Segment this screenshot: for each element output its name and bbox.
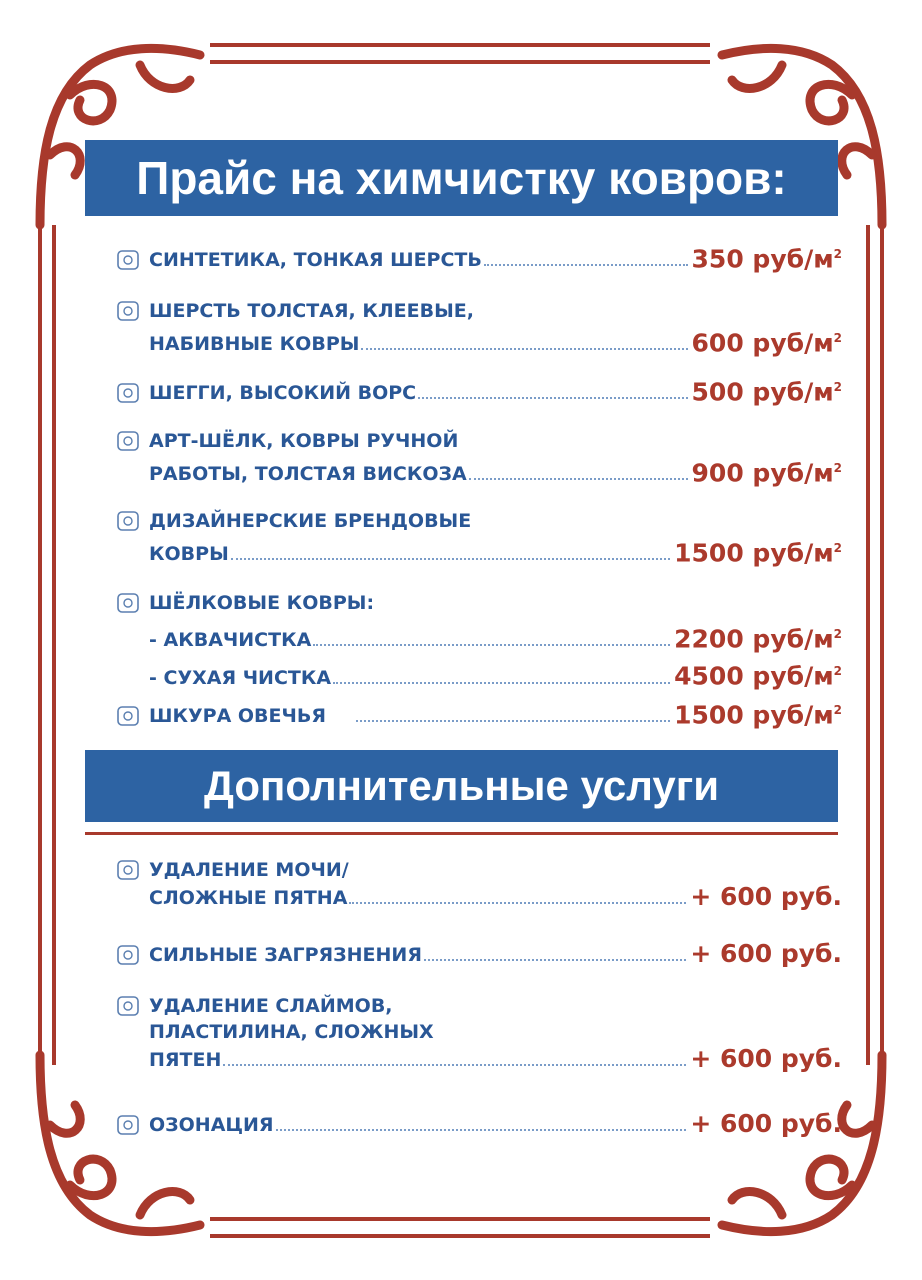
wool-icon — [115, 298, 149, 324]
frame-line — [866, 225, 870, 1065]
item-label: ШЁЛКОВЫЕ КОВРЫ: — [149, 592, 375, 614]
silk-item — [115, 590, 842, 691]
item-label: КОВРЫ — [149, 543, 229, 566]
item-price: 600 руб/$м^2$ — [691, 328, 842, 358]
silk-rug-icon — [115, 590, 149, 616]
price-item — [115, 857, 842, 911]
item-price: 350 руб/$м^2$ — [691, 244, 842, 274]
price-item — [115, 508, 842, 567]
leader-dots — [418, 397, 687, 399]
leader-dots — [333, 682, 670, 684]
item-price: + 600 руб. — [690, 1044, 842, 1073]
sheepskin-icon — [115, 703, 149, 729]
yarn-ball-icon — [115, 247, 149, 273]
item-label: ПЛАСТИЛИНА, СЛОЖНЫХ — [149, 1021, 434, 1043]
leader-dots — [424, 959, 686, 961]
item-price: + 600 руб. — [690, 939, 842, 968]
frame-line — [52, 225, 56, 1065]
sheepskin-item — [115, 696, 842, 729]
leader-dots — [223, 1064, 686, 1066]
item-price: 1500 руб/$м^2$ — [674, 700, 842, 730]
item-label: УДАЛЕНИЕ МОЧИ/ — [149, 859, 349, 881]
extra-services-title: Дополнительные услуги — [85, 750, 838, 822]
spray-icon — [115, 1112, 149, 1138]
frame-line — [210, 60, 710, 64]
sub-item-label: - СУХАЯ ЧИСТКА — [149, 666, 332, 689]
corner-ornament-icon — [30, 1045, 220, 1245]
leader-dots — [356, 720, 670, 722]
leader-dots — [469, 478, 688, 480]
page-title: Прайс на химчистку ковров: — [85, 140, 838, 216]
item-price: 900 руб/$м^2$ — [691, 458, 842, 488]
price-item — [115, 993, 842, 1073]
price-item — [115, 240, 842, 273]
shaggy-icon — [115, 380, 149, 406]
item-price: 500 руб/$м^2$ — [691, 377, 842, 407]
item-label: ДИЗАЙНЕРСКИЕ БРЕНДОВЫЕ — [149, 510, 472, 532]
item-price: 2200 руб/$м^2$ — [674, 624, 842, 654]
frame-line — [210, 43, 710, 47]
frame-line — [210, 1217, 710, 1221]
price-item — [115, 1110, 842, 1138]
divider — [85, 832, 838, 835]
leader-dots — [231, 558, 670, 560]
corner-ornament-icon — [702, 1045, 892, 1245]
item-label: СИЛЬНЫЕ ЗАГРЯЗНЕНИЯ — [149, 944, 422, 966]
frame-line — [38, 225, 42, 1065]
leader-dots — [276, 1129, 687, 1131]
price-item — [115, 373, 842, 406]
leader-dots — [484, 264, 688, 266]
item-label: РАБОТЫ, ТОЛСТАЯ ВИСКОЗА — [149, 463, 467, 486]
item-price: 4500 руб/$м^2$ — [674, 661, 842, 691]
item-price: + 600 руб. — [690, 882, 842, 911]
dirt-icon — [115, 942, 149, 968]
price-item — [115, 428, 842, 487]
leader-dots — [361, 348, 687, 350]
price-item — [115, 940, 842, 968]
item-label: УДАЛЕНИЕ СЛАЙМОВ, — [149, 995, 393, 1017]
item-label: АРТ-ШЁЛК, КОВРЫ РУЧНОЙ — [149, 430, 459, 452]
leader-dots — [349, 902, 686, 904]
item-label: ШКУРА ОВЕЧЬЯ — [149, 705, 326, 728]
frame-line — [210, 1234, 710, 1238]
sub-item-label: - АКВАЧИСТКА — [149, 629, 312, 652]
price-item — [115, 298, 842, 357]
drop-icon — [115, 857, 149, 883]
frame-line — [880, 225, 884, 1065]
item-label: НАБИВНЫЕ КОВРЫ — [149, 333, 360, 356]
item-label: ШЕРСТЬ ТОЛСТАЯ, КЛЕЕВЫЕ, — [149, 300, 474, 322]
item-price: + 600 руб. — [690, 1109, 842, 1138]
designer-rug-icon — [115, 508, 149, 534]
item-price: 1500 руб/$м^2$ — [674, 538, 842, 568]
leader-dots — [313, 644, 670, 646]
item-label: ШЕГГИ, ВЫСОКИЙ ВОРС — [149, 382, 417, 405]
item-label: СИНТЕТИКА, ТОНКАЯ ШЕРСТЬ — [149, 249, 482, 272]
slime-icon — [115, 993, 149, 1019]
item-label: СЛОЖНЫЕ ПЯТНА — [149, 887, 348, 909]
rug-icon — [115, 428, 149, 454]
item-label: ПЯТЕН — [149, 1049, 222, 1071]
item-label: ОЗОНАЦИЯ — [149, 1114, 274, 1136]
